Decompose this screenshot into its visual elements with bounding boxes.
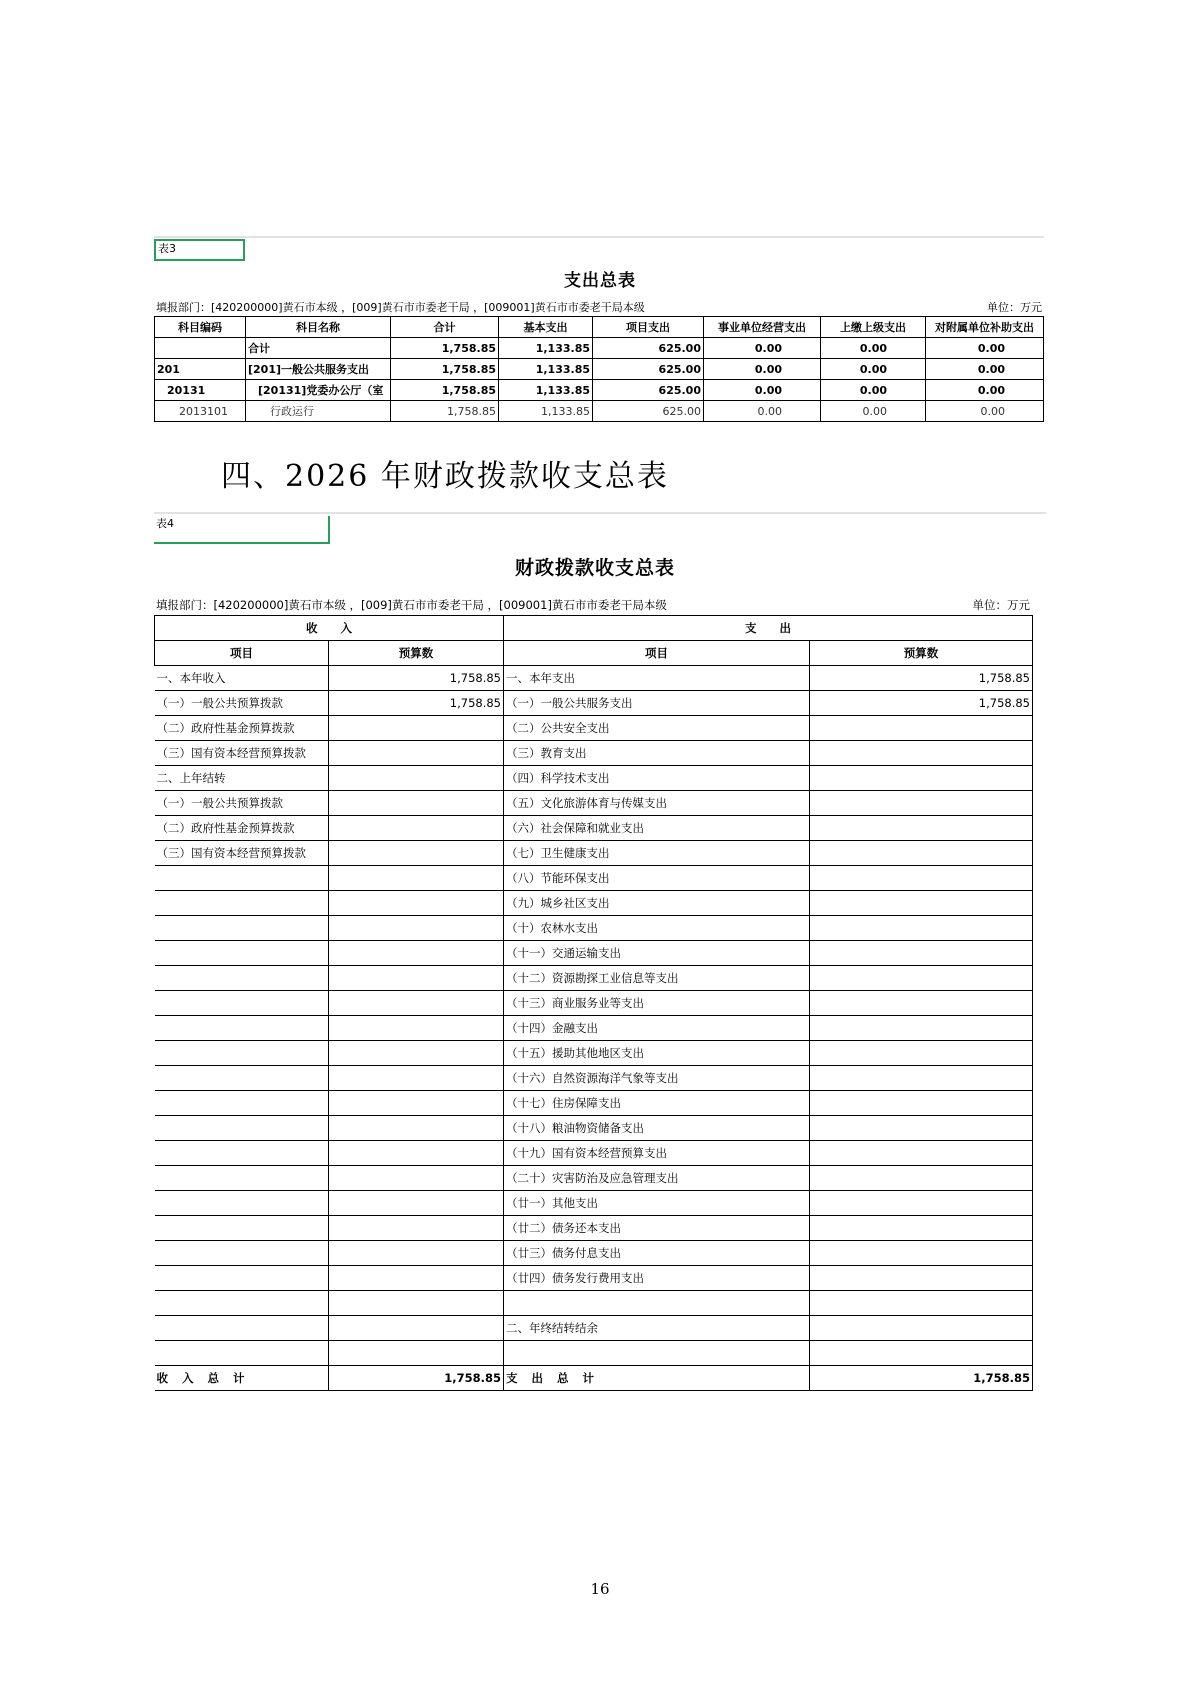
income-budget-cell — [329, 991, 504, 1016]
expense-budget-cell — [810, 1266, 1033, 1291]
cell-sub: 0.00 — [926, 338, 1044, 359]
income-budget-cell — [329, 1291, 504, 1316]
income-item-cell — [155, 1291, 329, 1316]
table-body — [155, 666, 1033, 1366]
total-row — [155, 1366, 1033, 1391]
expense-item-cell: 二、年终结转结余 — [504, 1316, 810, 1341]
cell-upper: 0.00 — [821, 359, 926, 380]
expense-item-cell: （廿一）其他支出 — [504, 1191, 810, 1216]
expense-budget-cell — [810, 766, 1033, 791]
income-item-cell — [155, 966, 329, 991]
income-budget-cell — [329, 816, 504, 841]
expense-budget-cell — [810, 841, 1033, 866]
expense-item-cell: （十八）粮油物资储备支出 — [504, 1116, 810, 1141]
expense-item-cell: （二十）灾害防治及应急管理支出 — [504, 1166, 810, 1191]
col-header: 对附属单位补助支出 — [926, 317, 1044, 338]
table-row — [155, 401, 1044, 422]
income-item-cell — [155, 1191, 329, 1216]
table-row — [155, 1341, 1033, 1366]
expense-item-cell: （八）节能环保支出 — [504, 866, 810, 891]
expense-item-cell: （二）公共安全支出 — [504, 716, 810, 741]
expense-budget-cell — [810, 816, 1033, 841]
table-header-row — [155, 317, 1044, 338]
table4-title: 财政拨款收支总表 — [514, 557, 675, 579]
table-row — [155, 359, 1044, 380]
col-header-item: 项目 — [504, 641, 810, 666]
cell-basic: 1,133.85 — [499, 380, 593, 401]
col-header: 上缴上级支出 — [821, 317, 926, 338]
expense-item-cell: （十一）交通运输支出 — [504, 941, 810, 966]
col-header: 科目编码 — [155, 317, 246, 338]
table4-unit: 单位：万元 — [972, 598, 1030, 612]
expenditure-summary-table — [154, 316, 1044, 422]
expense-item-cell: （十六）自然资源海洋气象等支出 — [504, 1066, 810, 1091]
income-item-cell: （二）政府性基金预算拨款 — [155, 716, 329, 741]
income-budget-cell: 1,758.85 — [329, 691, 504, 716]
col-header-budget: 预算数 — [810, 641, 1033, 666]
cell-upper: 0.00 — [821, 380, 926, 401]
expense-item-cell — [504, 1291, 810, 1316]
expense-budget-cell — [810, 1116, 1033, 1141]
income-item-cell — [155, 1341, 329, 1366]
expense-item-cell: （十四）金融支出 — [504, 1016, 810, 1041]
expense-item-cell: （廿四）债务发行费用支出 — [504, 1266, 810, 1291]
table-row — [155, 1141, 1033, 1166]
table-row — [155, 1166, 1033, 1191]
cell-total: 1,758.85 — [391, 401, 499, 422]
fiscal-appropriation-table — [154, 615, 1033, 1391]
col-header-item: 项目 — [155, 641, 329, 666]
expense-item-cell: （四）科学技术支出 — [504, 766, 810, 791]
table-row — [155, 841, 1033, 866]
income-item-cell — [155, 1091, 329, 1116]
cell-basic: 1,133.85 — [499, 359, 593, 380]
table-row — [155, 966, 1033, 991]
col-header: 基本支出 — [499, 317, 593, 338]
income-item-cell — [155, 1241, 329, 1266]
table-row — [155, 1016, 1033, 1041]
expense-item-cell: （十）农林水支出 — [504, 916, 810, 941]
table-row — [155, 1241, 1033, 1266]
income-budget-cell — [329, 841, 504, 866]
expense-budget-cell — [810, 1216, 1033, 1241]
expense-total-value: 1,758.85 — [810, 1366, 1033, 1391]
col-header: 科目名称 — [246, 317, 391, 338]
cell-sub: 0.00 — [926, 359, 1044, 380]
table3-unit: 单位：万元 — [987, 301, 1042, 314]
expense-total-label: 支出总计 — [504, 1366, 810, 1391]
income-budget-cell — [329, 1166, 504, 1191]
table-header-row — [155, 641, 1033, 666]
income-item-cell — [155, 991, 329, 1016]
cell-biz: 0.00 — [704, 338, 821, 359]
expense-budget-cell — [810, 1041, 1033, 1066]
cell-total: 1,758.85 — [391, 380, 499, 401]
income-item-cell — [155, 941, 329, 966]
income-budget-cell — [329, 1116, 504, 1141]
income-item-cell — [155, 1216, 329, 1241]
expense-item-cell: （十五）援助其他地区支出 — [504, 1041, 810, 1066]
income-item-cell — [155, 916, 329, 941]
table-row — [155, 1216, 1033, 1241]
income-budget-cell — [329, 1341, 504, 1366]
expense-item-cell: 一、本年支出 — [504, 666, 810, 691]
sheet-divider — [154, 512, 1046, 514]
income-item-cell — [155, 1016, 329, 1041]
table-row — [155, 1316, 1033, 1341]
expense-budget-cell — [810, 966, 1033, 991]
expense-budget-cell — [810, 941, 1033, 966]
table-row — [155, 338, 1044, 359]
expense-budget-cell — [810, 916, 1033, 941]
table-row — [155, 891, 1033, 916]
income-header: 收 入 — [155, 616, 504, 641]
cell-name: [201]一般公共服务支出 — [246, 359, 391, 380]
table-row — [155, 991, 1033, 1016]
cell-basic: 1,133.85 — [499, 401, 593, 422]
table-row — [155, 1291, 1033, 1316]
cell-biz: 0.00 — [704, 380, 821, 401]
section-heading: 四、2026 年财政拨款收支总表 — [221, 459, 669, 494]
income-item-cell: 二、上年结转 — [155, 766, 329, 791]
expense-item-cell: （三）教育支出 — [504, 741, 810, 766]
income-budget-cell — [329, 966, 504, 991]
expense-budget-cell — [810, 991, 1033, 1016]
income-budget-cell — [329, 1316, 504, 1341]
expense-item-cell: （廿二）债务还本支出 — [504, 1216, 810, 1241]
cell-name: [20131]党委办公厅（室 — [246, 380, 391, 401]
income-budget-cell — [329, 766, 504, 791]
table-row — [155, 791, 1033, 816]
income-item-cell — [155, 891, 329, 916]
table-row — [155, 666, 1033, 691]
income-item-cell: （二）政府性基金预算拨款 — [155, 816, 329, 841]
expense-item-cell: （九）城乡社区支出 — [504, 891, 810, 916]
expense-budget-cell — [810, 1066, 1033, 1091]
sheet-divider — [154, 236, 1044, 238]
expense-budget-cell — [810, 1166, 1033, 1191]
expense-budget-cell: 1,758.85 — [810, 666, 1033, 691]
expense-item-cell: （十二）资源勘探工业信息等支出 — [504, 966, 810, 991]
expense-item-cell: （五）文化旅游体育与传媒支出 — [504, 791, 810, 816]
income-budget-cell — [329, 1041, 504, 1066]
income-item-cell — [155, 1141, 329, 1166]
cell-biz: 0.00 — [704, 401, 821, 422]
expense-item-cell: （六）社会保障和就业支出 — [504, 816, 810, 841]
col-header: 合计 — [391, 317, 499, 338]
income-budget-cell — [329, 1016, 504, 1041]
income-budget-cell — [329, 1191, 504, 1216]
expense-budget-cell — [810, 1016, 1033, 1041]
table3-title: 支出总表 — [564, 271, 636, 291]
page-number: 16 — [590, 1580, 610, 1598]
income-item-cell — [155, 1166, 329, 1191]
table-row — [155, 1091, 1033, 1116]
sheet-tag-table3: 表3 — [154, 239, 245, 261]
cell-sub: 0.00 — [926, 380, 1044, 401]
cell-project: 625.00 — [593, 359, 704, 380]
cell-total: 1,758.85 — [391, 338, 499, 359]
expense-item-cell: （廿三）债务付息支出 — [504, 1241, 810, 1266]
table4-fill-dept: 填报部门：[420200000]黄石市本级 ，[009]黄石市市委老干局 ，[009001]黄石市市委老干局本级 — [156, 598, 667, 612]
col-header: 事业单位经营支出 — [704, 317, 821, 338]
expense-budget-cell — [810, 1141, 1033, 1166]
income-budget-cell — [329, 1091, 504, 1116]
expense-item-cell: （十九）国有资本经营预算支出 — [504, 1141, 810, 1166]
expense-budget-cell — [810, 1291, 1033, 1316]
income-item-cell: （三）国有资本经营预算拨款 — [155, 841, 329, 866]
table3-fill-dept: 填报部门：[420200000]黄石市本级 ，[009]黄石市市委老干局 ，[009001]黄石市市委老干局本级 — [156, 301, 645, 314]
expense-budget-cell — [810, 1341, 1033, 1366]
table-row — [155, 380, 1044, 401]
income-budget-cell — [329, 1241, 504, 1266]
cell-name: 合计 — [246, 338, 391, 359]
income-budget-cell — [329, 1216, 504, 1241]
income-item-cell: （一）一般公共预算拨款 — [155, 791, 329, 816]
cell-project: 625.00 — [593, 380, 704, 401]
table-row — [155, 1041, 1033, 1066]
cell-project: 625.00 — [593, 338, 704, 359]
expense-header: 支 出 — [504, 616, 1033, 641]
expense-budget-cell: 1,758.85 — [810, 691, 1033, 716]
income-budget-cell — [329, 916, 504, 941]
income-budget-cell — [329, 1066, 504, 1091]
expense-budget-cell — [810, 1191, 1033, 1216]
table-row — [155, 866, 1033, 891]
income-budget-cell — [329, 716, 504, 741]
cell-code: 2013101 — [155, 401, 246, 422]
cell-project: 625.00 — [593, 401, 704, 422]
income-budget-cell: 1,758.85 — [329, 666, 504, 691]
table-row — [155, 941, 1033, 966]
expense-item-cell: （十三）商业服务业等支出 — [504, 991, 810, 1016]
table-row — [155, 691, 1033, 716]
cell-code: 201 — [155, 359, 246, 380]
expense-budget-cell — [810, 716, 1033, 741]
expense-item-cell: （七）卫生健康支出 — [504, 841, 810, 866]
income-budget-cell — [329, 891, 504, 916]
income-budget-cell — [329, 791, 504, 816]
income-budget-cell — [329, 741, 504, 766]
expense-budget-cell — [810, 1241, 1033, 1266]
cell-upper: 0.00 — [821, 401, 926, 422]
sheet-tag-table4: 表4 — [154, 516, 330, 544]
income-item-cell — [155, 1316, 329, 1341]
income-total-label: 收入总计 — [155, 1366, 329, 1391]
income-item-cell: （三）国有资本经营预算拨款 — [155, 741, 329, 766]
table-row — [155, 916, 1033, 941]
table-row — [155, 741, 1033, 766]
expense-budget-cell — [810, 741, 1033, 766]
cell-upper: 0.00 — [821, 338, 926, 359]
expense-budget-cell — [810, 1316, 1033, 1341]
income-budget-cell — [329, 1141, 504, 1166]
table-row — [155, 816, 1033, 841]
cell-biz: 0.00 — [704, 359, 821, 380]
table-row — [155, 766, 1033, 791]
col-header: 项目支出 — [593, 317, 704, 338]
table-row — [155, 1116, 1033, 1141]
expense-item-cell: （十七）住房保障支出 — [504, 1091, 810, 1116]
cell-total: 1,758.85 — [391, 359, 499, 380]
expense-budget-cell — [810, 891, 1033, 916]
income-item-cell: 一、本年收入 — [155, 666, 329, 691]
expense-item-cell — [504, 1341, 810, 1366]
income-budget-cell — [329, 1266, 504, 1291]
expense-budget-cell — [810, 791, 1033, 816]
income-budget-cell — [329, 941, 504, 966]
table-header-row — [155, 616, 1033, 641]
income-total-value: 1,758.85 — [329, 1366, 504, 1391]
cell-basic: 1,133.85 — [499, 338, 593, 359]
expense-budget-cell — [810, 866, 1033, 891]
income-item-cell — [155, 1116, 329, 1141]
cell-code — [155, 338, 246, 359]
income-item-cell — [155, 1266, 329, 1291]
expense-item-cell: （一）一般公共服务支出 — [504, 691, 810, 716]
cell-code: 20131 — [155, 380, 246, 401]
expense-budget-cell — [810, 1091, 1033, 1116]
income-item-cell: （一）一般公共预算拨款 — [155, 691, 329, 716]
income-item-cell — [155, 1041, 329, 1066]
table-row — [155, 1066, 1033, 1091]
cell-name: 行政运行 — [246, 401, 391, 422]
table-row — [155, 1191, 1033, 1216]
table-row — [155, 1266, 1033, 1291]
col-header-budget: 预算数 — [329, 641, 504, 666]
cell-sub: 0.00 — [926, 401, 1044, 422]
income-budget-cell — [329, 866, 504, 891]
income-item-cell — [155, 866, 329, 891]
table-row — [155, 716, 1033, 741]
income-item-cell — [155, 1066, 329, 1091]
